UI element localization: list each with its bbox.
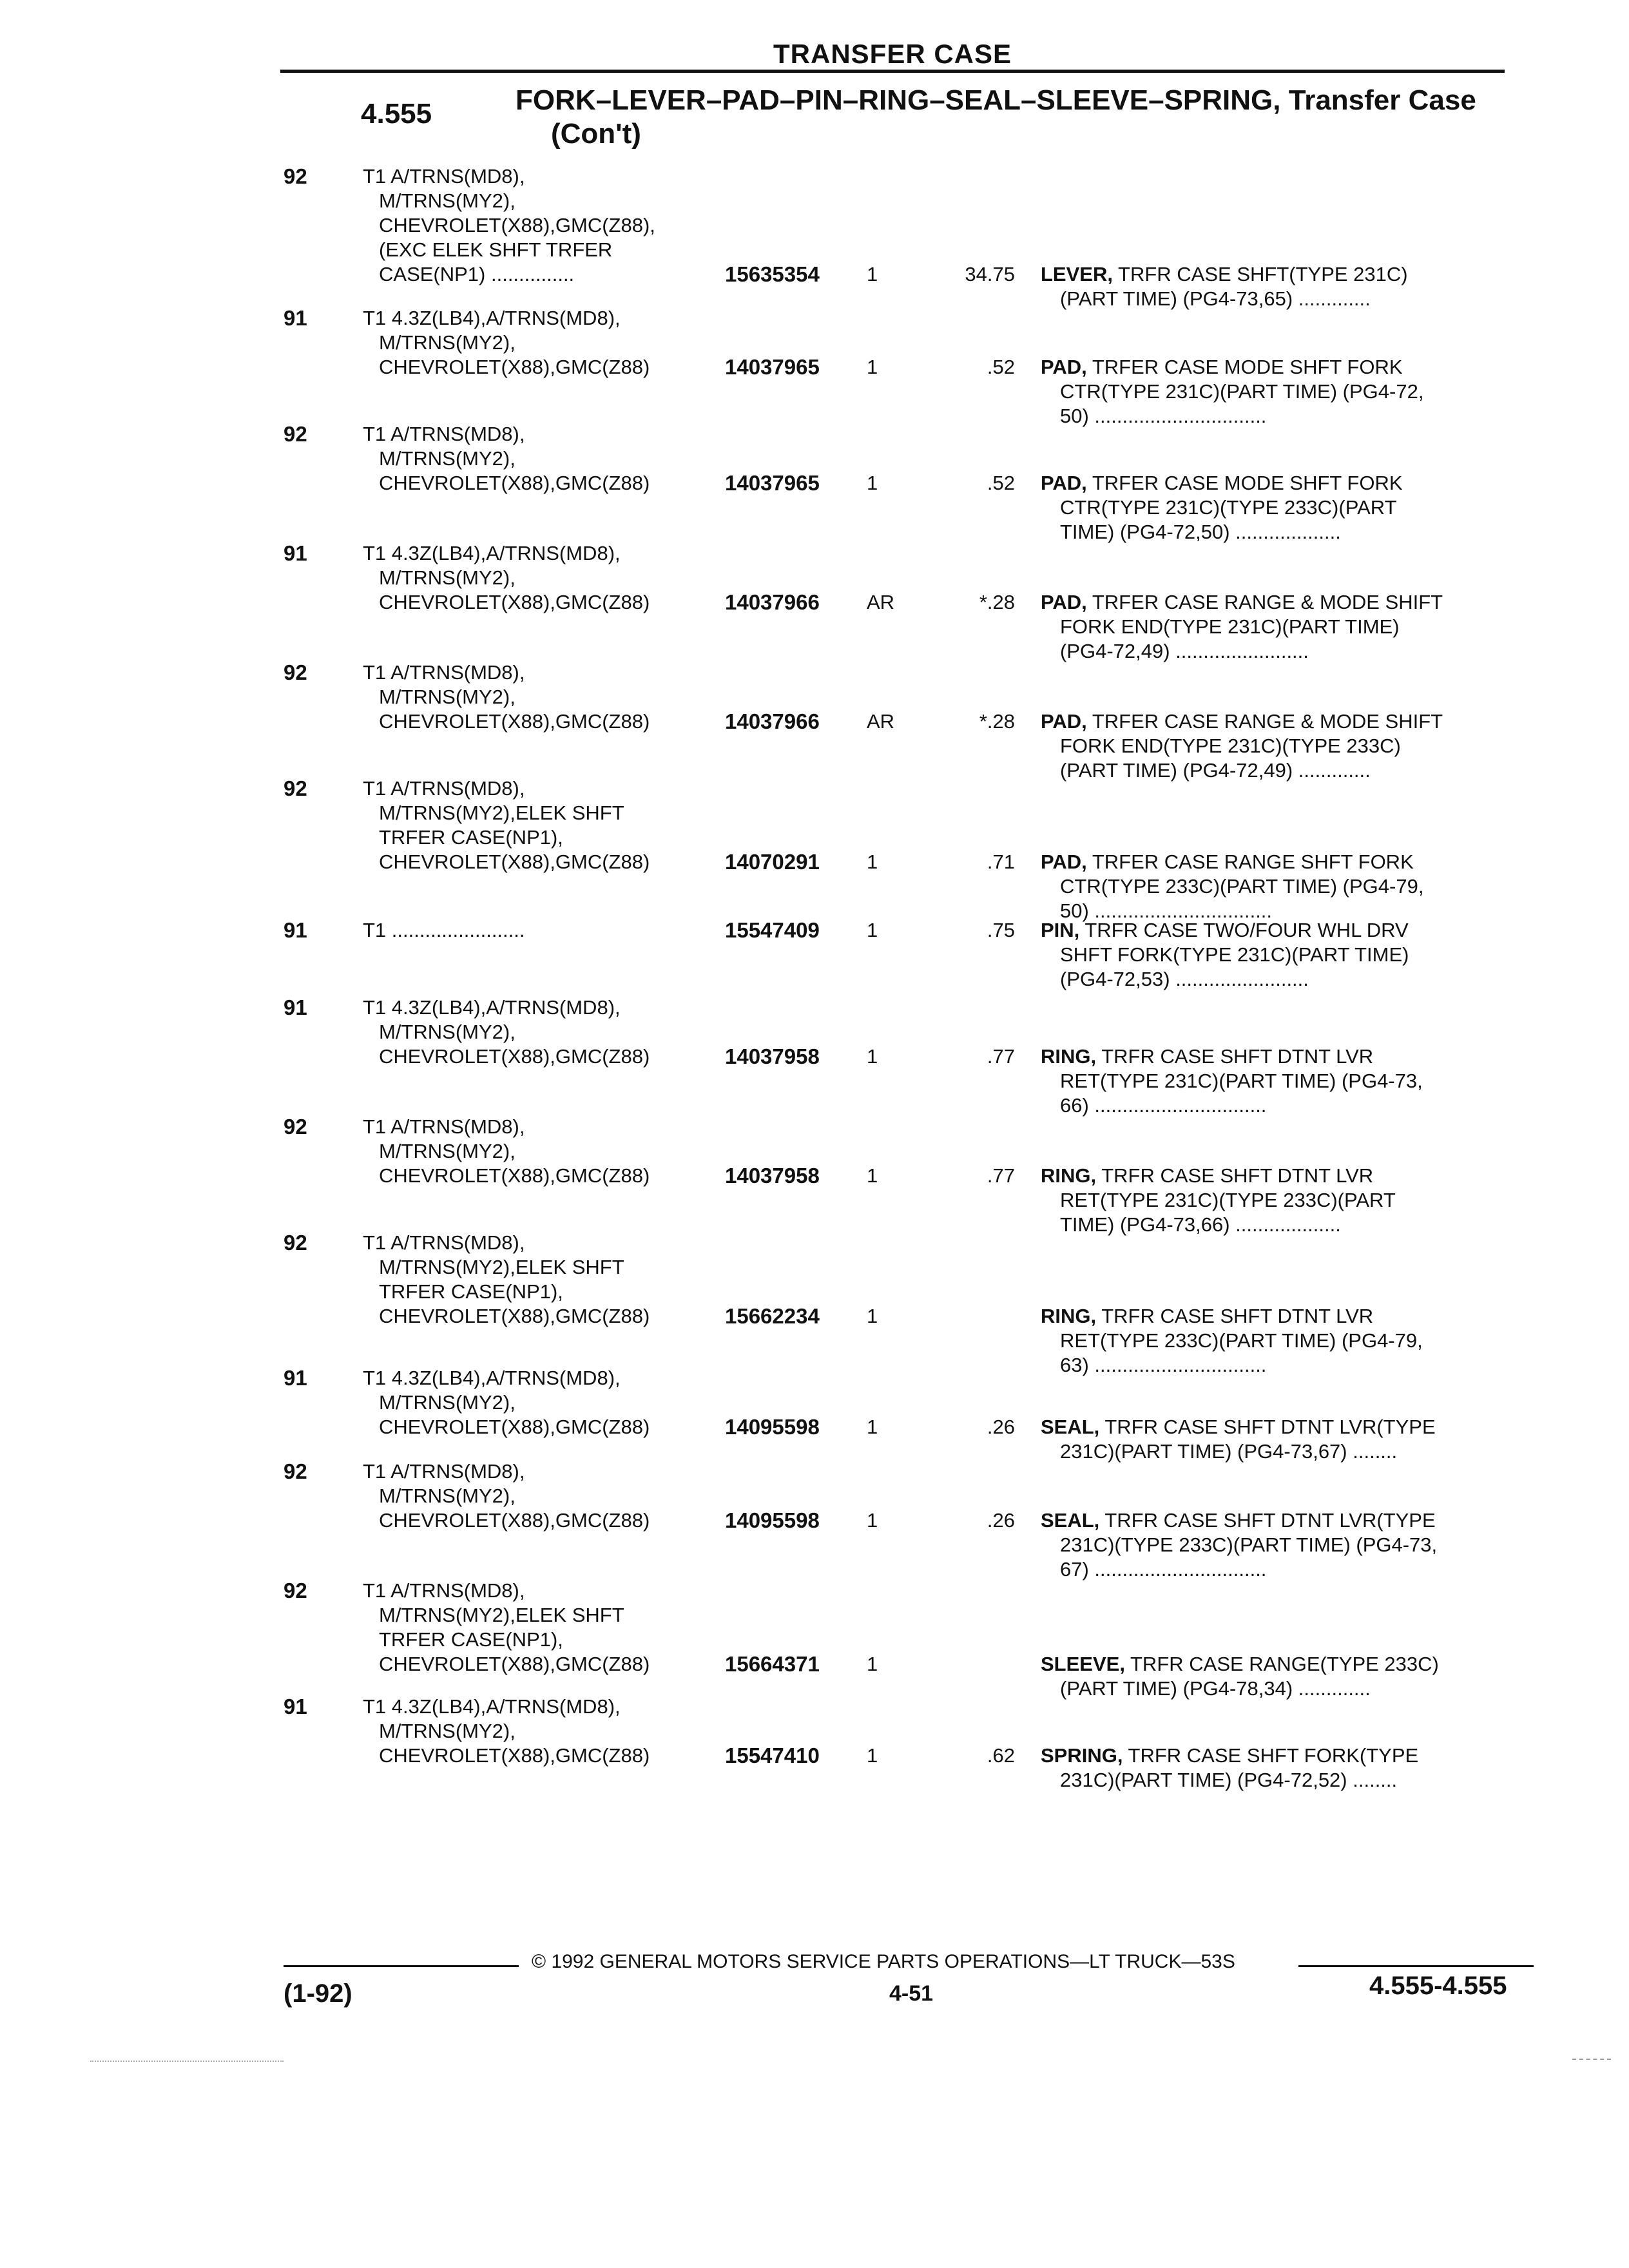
description-text: FORK END(TYPE 231C)(PART TIME) xyxy=(1060,615,1400,638)
application-line: M/TRNS(MY2), xyxy=(379,331,516,354)
application-line: T1 4.3Z(LB4),A/TRNS(MD8), xyxy=(363,1367,621,1389)
application-line: TRFER CASE(NP1), xyxy=(379,1280,563,1303)
price: .75 xyxy=(987,919,1015,941)
quantity: 1 xyxy=(867,1744,878,1767)
quantity: 1 xyxy=(867,1045,878,1068)
price: .52 xyxy=(987,472,1015,494)
application-line: CHEVROLET(X88),GMC(Z88) xyxy=(379,1653,650,1675)
part-description xyxy=(1041,1508,1518,1582)
model-year: 91 xyxy=(284,541,307,565)
price: .71 xyxy=(987,850,1015,873)
description-line xyxy=(1041,1188,1518,1213)
application-line: CHEVROLET(X88),GMC(Z88) xyxy=(379,1416,650,1438)
model-year: 91 xyxy=(284,995,307,1019)
part-name: PAD, xyxy=(1041,591,1087,613)
part-name: PAD, xyxy=(1041,356,1087,378)
model-year: 92 xyxy=(284,1579,307,1602)
description-line xyxy=(1041,967,1518,992)
part-name: LEVER, xyxy=(1041,263,1113,285)
part-description xyxy=(1041,262,1518,311)
part-description xyxy=(1041,850,1518,923)
part-number: 14037965 xyxy=(725,471,820,495)
description-line xyxy=(1041,1557,1518,1582)
description-text: TIME) (PG4-73,66) ................... xyxy=(1060,1213,1341,1236)
part-number: 15547409 xyxy=(725,918,820,942)
description-text: 231C)(TYPE 233C)(PART TIME) (PG4-73, xyxy=(1060,1533,1438,1556)
part-name: SEAL, xyxy=(1041,1509,1100,1532)
part-name: SLEEVE, xyxy=(1041,1653,1125,1675)
description-first-line xyxy=(1041,1744,1518,1768)
application-line: M/TRNS(MY2), xyxy=(379,1720,516,1742)
application-text xyxy=(363,422,724,495)
description-line xyxy=(1041,1093,1518,1118)
quantity: 1 xyxy=(867,1305,878,1327)
footer-rule-right xyxy=(1298,1965,1534,1967)
description-line xyxy=(1041,1533,1518,1557)
part-name: PAD, xyxy=(1041,472,1087,494)
description-text: 50) ............................... xyxy=(1060,405,1267,427)
part-name: SEAL, xyxy=(1041,1416,1100,1438)
application-text xyxy=(363,1231,724,1329)
description-line xyxy=(1041,734,1518,758)
description-line xyxy=(1041,287,1518,311)
description-line xyxy=(1041,615,1518,639)
description-text: TRFER CASE RANGE & MODE SHIFT xyxy=(1092,710,1443,733)
application-line: CHEVROLET(X88),GMC(Z88) xyxy=(379,356,650,378)
description-text: FORK END(TYPE 231C)(TYPE 233C) xyxy=(1060,735,1401,757)
application-line: T1 4.3Z(LB4),A/TRNS(MD8), xyxy=(363,542,621,564)
description-text: CTR(TYPE 233C)(PART TIME) (PG4-79, xyxy=(1060,875,1424,898)
scan-mark xyxy=(90,2061,284,2062)
part-description xyxy=(1041,471,1518,544)
price: .62 xyxy=(987,1744,1015,1767)
description-first-line xyxy=(1041,709,1518,734)
application-line: M/TRNS(MY2), xyxy=(379,447,516,470)
description-text: TRFR CASE TWO/FOUR WHL DRV xyxy=(1084,919,1409,941)
price: 34.75 xyxy=(965,263,1015,285)
description-text: 63) ............................... xyxy=(1060,1354,1267,1376)
price: .77 xyxy=(987,1045,1015,1068)
application-line: CHEVROLET(X88),GMC(Z88) xyxy=(379,1744,650,1767)
part-description xyxy=(1041,709,1518,783)
description-text: TRFR CASE SHFT FORK(TYPE xyxy=(1128,1744,1419,1767)
part-description xyxy=(1041,1044,1518,1118)
description-text: (PART TIME) (PG4-78,34) ............. xyxy=(1060,1677,1371,1700)
description-text: TRFER CASE MODE SHFT FORK xyxy=(1092,472,1403,494)
application-line: M/TRNS(MY2), xyxy=(379,1391,516,1414)
price: .52 xyxy=(987,356,1015,378)
description-first-line xyxy=(1041,262,1518,287)
application-text xyxy=(363,541,724,615)
model-year: 91 xyxy=(284,1366,307,1390)
description-line xyxy=(1041,1329,1518,1353)
part-number: 14037965 xyxy=(725,355,820,379)
part-number: 14037966 xyxy=(725,709,820,733)
quantity: 1 xyxy=(867,1653,878,1675)
part-name: RING, xyxy=(1041,1045,1097,1068)
description-text: (PART TIME) (PG4-72,49) ............. xyxy=(1060,759,1371,782)
description-text: RET(TYPE 233C)(PART TIME) (PG4-79, xyxy=(1060,1329,1423,1352)
application-line: M/TRNS(MY2), xyxy=(379,1021,516,1043)
application-line: T1 A/TRNS(MD8), xyxy=(363,661,525,684)
price: .26 xyxy=(987,1509,1015,1532)
description-first-line xyxy=(1041,1044,1518,1069)
part-number: 14037966 xyxy=(725,590,820,614)
application-line: T1 4.3Z(LB4),A/TRNS(MD8), xyxy=(363,307,621,329)
part-name: RING, xyxy=(1041,1164,1097,1187)
application-line: M/TRNS(MY2), xyxy=(379,566,516,589)
application-line: CHEVROLET(X88),GMC(Z88) xyxy=(379,1509,650,1532)
description-text: TRFR CASE SHFT DTNT LVR xyxy=(1101,1305,1374,1327)
section-title xyxy=(516,84,1476,151)
description-line xyxy=(1041,1069,1518,1093)
application-text xyxy=(363,306,724,380)
application-line: TRFER CASE(NP1), xyxy=(379,1628,563,1651)
application-line: CHEVROLET(X88),GMC(Z88) xyxy=(379,850,650,873)
application-text xyxy=(363,164,724,287)
model-year: 92 xyxy=(284,1459,307,1483)
part-description xyxy=(1041,355,1518,428)
application-line: T1 4.3Z(LB4),A/TRNS(MD8), xyxy=(363,1695,621,1718)
description-text: TRFR CASE SHFT DTNT LVR xyxy=(1101,1045,1374,1068)
model-year: 92 xyxy=(284,1231,307,1254)
description-line xyxy=(1041,758,1518,783)
description-first-line xyxy=(1041,1508,1518,1533)
price: *.28 xyxy=(979,710,1015,733)
quantity: 1 xyxy=(867,1416,878,1438)
quantity: 1 xyxy=(867,263,878,285)
application-line: M/TRNS(MY2), xyxy=(379,1140,516,1162)
description-first-line xyxy=(1041,1164,1518,1188)
footer-page-number: 4-51 xyxy=(889,1981,934,2006)
part-number: 14070291 xyxy=(725,850,820,874)
application-line: CHEVROLET(X88),GMC(Z88) xyxy=(379,1305,650,1327)
description-first-line xyxy=(1041,1415,1518,1439)
application-line: CHEVROLET(X88),GMC(Z88) xyxy=(379,591,650,613)
quantity: 1 xyxy=(867,356,878,378)
footer-date-code: (1-92) xyxy=(284,1979,352,2008)
application-line: M/TRNS(MY2), xyxy=(379,1485,516,1507)
model-year: 92 xyxy=(284,422,307,446)
section-title-tail: Transfer Case xyxy=(1288,84,1476,116)
part-name: PAD, xyxy=(1041,710,1087,733)
description-text: TRFR CASE SHFT DTNT LVR(TYPE xyxy=(1104,1509,1436,1532)
description-line xyxy=(1041,404,1518,428)
description-text: 50) ................................ xyxy=(1060,899,1273,922)
application-line: M/TRNS(MY2),ELEK SHFT xyxy=(379,802,624,824)
part-description xyxy=(1041,590,1518,664)
application-line: T1 A/TRNS(MD8), xyxy=(363,423,525,445)
application-line: T1 A/TRNS(MD8), xyxy=(363,777,525,800)
application-line: T1 A/TRNS(MD8), xyxy=(363,165,525,187)
description-line xyxy=(1041,1213,1518,1237)
part-number: 15635354 xyxy=(725,262,820,286)
quantity: 1 xyxy=(867,850,878,873)
description-text: TRFER CASE RANGE SHFT FORK xyxy=(1092,850,1414,873)
application-text xyxy=(363,918,724,943)
description-line xyxy=(1041,1677,1518,1701)
application-line: T1 A/TRNS(MD8), xyxy=(363,1231,525,1254)
part-description xyxy=(1041,1652,1518,1701)
model-year: 92 xyxy=(284,164,307,188)
description-text: RET(TYPE 231C)(TYPE 233C)(PART xyxy=(1060,1189,1396,1211)
footer-section-range: 4.555-4.555 xyxy=(1369,1972,1507,2000)
section-continued: (Con't) xyxy=(551,118,641,149)
description-text: TRFER CASE MODE SHFT FORK xyxy=(1092,356,1403,378)
quantity: AR xyxy=(867,710,895,733)
application-text xyxy=(363,660,724,734)
price: .77 xyxy=(987,1164,1015,1187)
application-line: CHEVROLET(X88),GMC(Z88) xyxy=(379,1045,650,1068)
price: *.28 xyxy=(979,591,1015,613)
description-line xyxy=(1041,639,1518,664)
part-number: 14037958 xyxy=(725,1164,820,1187)
part-name: RING, xyxy=(1041,1305,1097,1327)
footer-rule-left xyxy=(284,1965,519,1967)
description-text: (PG4-72,49) ........................ xyxy=(1060,640,1309,662)
application-line: (EXC ELEK SHFT TRFER xyxy=(379,238,613,261)
part-name: SPRING, xyxy=(1041,1744,1123,1767)
part-description xyxy=(1041,1415,1518,1464)
description-line xyxy=(1041,380,1518,404)
application-line: CHEVROLET(X88),GMC(Z88) xyxy=(379,1164,650,1187)
part-number: 14037958 xyxy=(725,1044,820,1068)
application-line: CASE(NP1) ............... xyxy=(379,263,575,285)
description-text: (PG4-72,53) ........................ xyxy=(1060,968,1309,990)
description-text: CTR(TYPE 231C)(TYPE 233C)(PART xyxy=(1060,496,1397,519)
description-text: RET(TYPE 231C)(PART TIME) (PG4-73, xyxy=(1060,1070,1423,1092)
description-text: 67) ............................... xyxy=(1060,1558,1267,1581)
part-description xyxy=(1041,918,1518,992)
model-year: 91 xyxy=(284,918,307,942)
part-number: 15664371 xyxy=(725,1652,820,1676)
application-line: M/TRNS(MY2),ELEK SHFT xyxy=(379,1604,624,1626)
scan-mark xyxy=(1572,2059,1611,2060)
description-text: SHFT FORK(TYPE 231C)(PART TIME) xyxy=(1060,943,1409,966)
part-description xyxy=(1041,1304,1518,1378)
description-text: TRFR CASE RANGE(TYPE 233C) xyxy=(1130,1653,1439,1675)
application-line: CHEVROLET(X88),GMC(Z88), xyxy=(379,214,655,236)
description-text: TRFR CASE SHFT DTNT LVR(TYPE xyxy=(1104,1416,1436,1438)
application-line: CHEVROLET(X88),GMC(Z88) xyxy=(379,472,650,494)
application-line: TRFER CASE(NP1), xyxy=(379,826,563,849)
section-title-main: FORK–LEVER–PAD–PIN–RING–SEAL–SLEEVE–SPRING, xyxy=(516,84,1281,116)
application-line: M/TRNS(MY2), xyxy=(379,686,516,708)
application-line: T1 ........................ xyxy=(363,919,525,941)
application-line: T1 A/TRNS(MD8), xyxy=(363,1460,525,1483)
part-number: 15547410 xyxy=(725,1744,820,1767)
model-year: 92 xyxy=(284,776,307,800)
application-text xyxy=(363,1579,724,1677)
application-line: M/TRNS(MY2),ELEK SHFT xyxy=(379,1256,624,1278)
application-line: M/TRNS(MY2), xyxy=(379,189,516,212)
description-text: 231C)(PART TIME) (PG4-72,52) ........ xyxy=(1060,1769,1398,1791)
part-number: 15662234 xyxy=(725,1304,820,1328)
description-text: (PART TIME) (PG4-73,65) ............. xyxy=(1060,287,1371,310)
application-line: T1 A/TRNS(MD8), xyxy=(363,1115,525,1138)
description-line xyxy=(1041,1439,1518,1464)
description-text: CTR(TYPE 231C)(PART TIME) (PG4-72, xyxy=(1060,380,1424,403)
description-text: 231C)(PART TIME) (PG4-73,67) ........ xyxy=(1060,1440,1398,1463)
description-line xyxy=(1041,874,1518,899)
description-text: TIME) (PG4-72,50) ................... xyxy=(1060,521,1341,543)
section-number: 4.555 xyxy=(361,98,432,130)
part-number: 14095598 xyxy=(725,1508,820,1532)
part-description xyxy=(1041,1744,1518,1792)
application-line: T1 4.3Z(LB4),A/TRNS(MD8), xyxy=(363,996,621,1019)
description-text: TRFR CASE SHFT DTNT LVR xyxy=(1101,1164,1374,1187)
model-year: 91 xyxy=(284,306,307,330)
quantity: 1 xyxy=(867,1509,878,1532)
page-header-title: TRANSFER CASE xyxy=(773,39,1012,69)
application-text xyxy=(363,776,724,874)
description-line xyxy=(1041,1768,1518,1792)
application-line: CHEVROLET(X88),GMC(Z88) xyxy=(379,710,650,733)
description-first-line xyxy=(1041,355,1518,380)
description-line xyxy=(1041,1353,1518,1378)
application-text xyxy=(363,1366,724,1439)
application-text xyxy=(363,1695,724,1768)
footer-copyright: © 1992 GENERAL MOTORS SERVICE PARTS OPERATIONS—LT TRUCK—53S xyxy=(532,1951,1235,1972)
quantity: AR xyxy=(867,591,895,613)
description-first-line xyxy=(1041,1304,1518,1329)
description-first-line xyxy=(1041,590,1518,615)
quantity: 1 xyxy=(867,1164,878,1187)
quantity: 1 xyxy=(867,919,878,941)
header-rule xyxy=(280,70,1505,73)
quantity: 1 xyxy=(867,472,878,494)
application-text xyxy=(363,1115,724,1188)
part-description xyxy=(1041,1164,1518,1237)
application-text xyxy=(363,1459,724,1533)
part-number: 14095598 xyxy=(725,1415,820,1439)
description-line xyxy=(1041,943,1518,967)
description-text: 66) ............................... xyxy=(1060,1094,1267,1117)
model-year: 92 xyxy=(284,660,307,684)
model-year: 92 xyxy=(284,1115,307,1139)
description-line xyxy=(1041,520,1518,544)
part-name: PAD, xyxy=(1041,850,1087,873)
application-line: T1 A/TRNS(MD8), xyxy=(363,1579,525,1602)
application-text xyxy=(363,995,724,1069)
description-line xyxy=(1041,495,1518,520)
description-first-line xyxy=(1041,918,1518,943)
description-text: TRFER CASE RANGE & MODE SHIFT xyxy=(1092,591,1443,613)
price: .26 xyxy=(987,1416,1015,1438)
part-name: PIN, xyxy=(1041,919,1080,941)
description-text: TRFR CASE SHFT(TYPE 231C) xyxy=(1118,263,1408,285)
model-year: 91 xyxy=(284,1695,307,1718)
description-first-line xyxy=(1041,1652,1518,1677)
description-first-line xyxy=(1041,471,1518,495)
description-first-line xyxy=(1041,850,1518,874)
